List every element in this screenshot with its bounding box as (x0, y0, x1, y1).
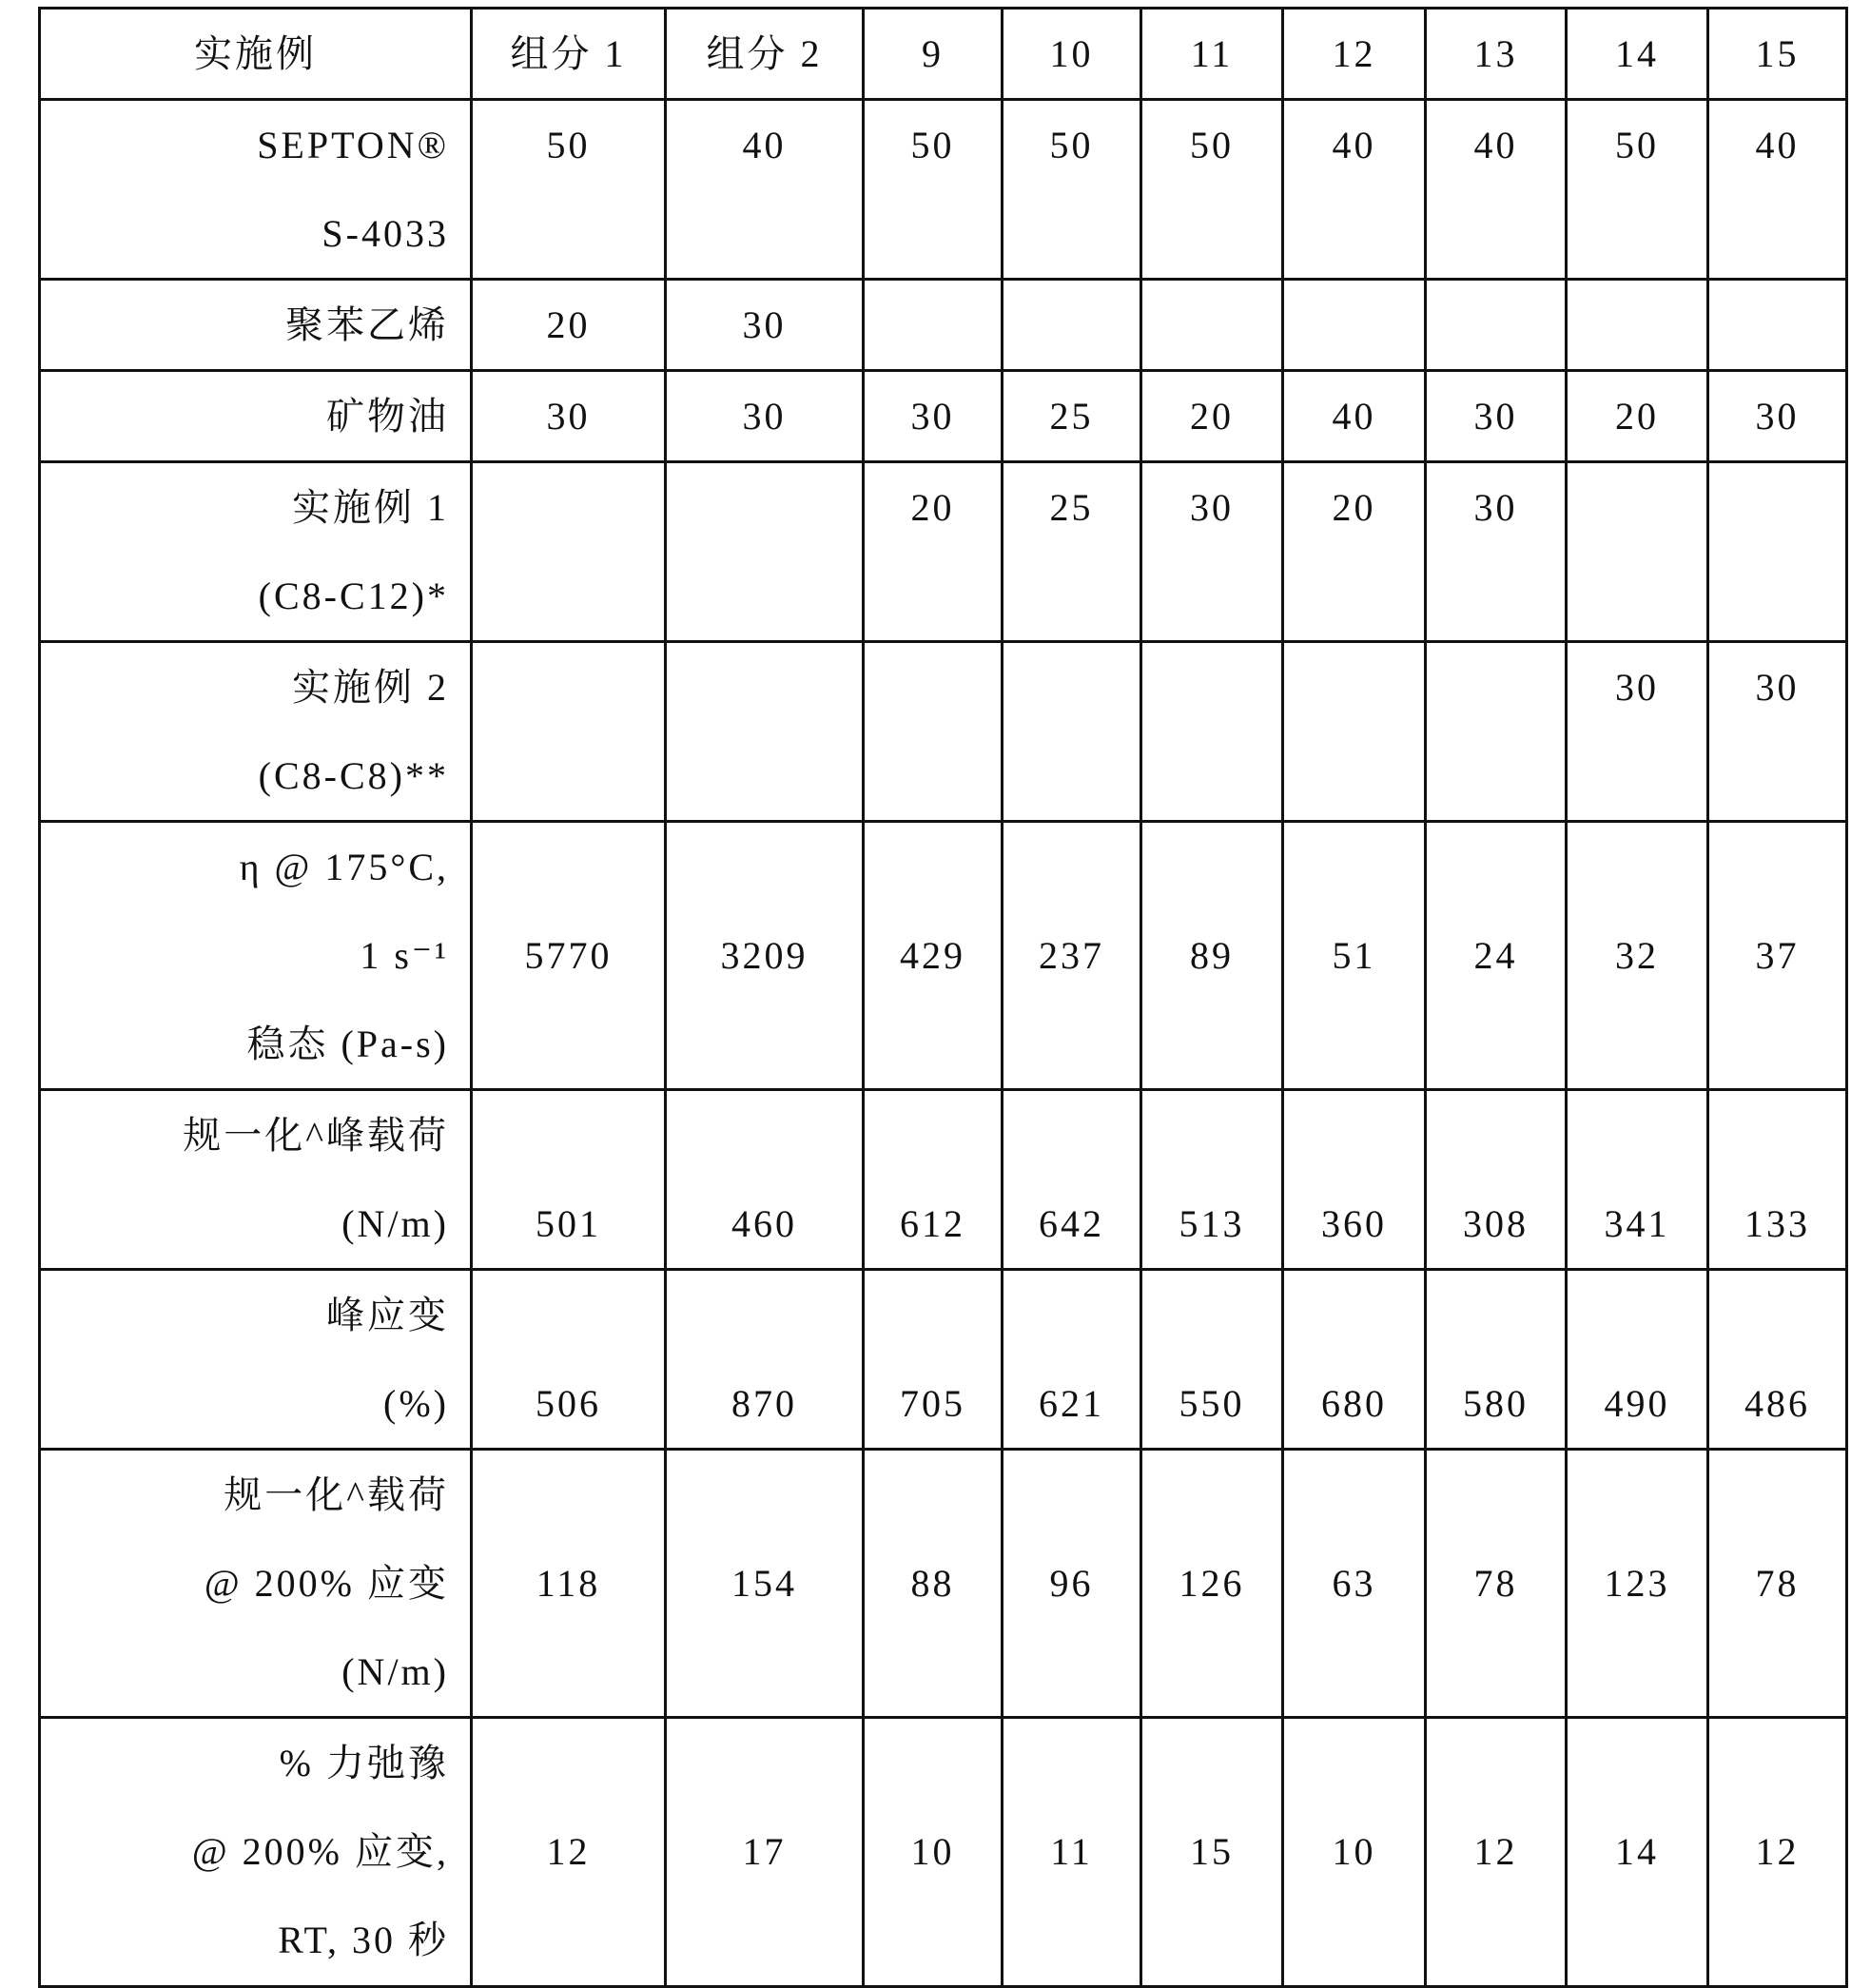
cell-value: 133 (1709, 1179, 1845, 1268)
value-cell (1567, 462, 1708, 642)
value-cell (1708, 371, 1847, 462)
cell-value: 550 (1142, 1359, 1281, 1448)
table-row (40, 462, 1847, 642)
cell-value: 870 (667, 1359, 862, 1448)
value-cell (864, 100, 1003, 280)
spacer (473, 823, 664, 911)
value-cell (1141, 1270, 1283, 1450)
table-row (40, 1450, 1847, 1718)
row-label-line: (C8-C12)* (41, 552, 449, 640)
value-cell (1003, 371, 1141, 462)
value-cell (472, 822, 666, 1090)
cell-value: 30 (1427, 463, 1565, 552)
value-cell (864, 462, 1003, 642)
value-cell (1567, 100, 1708, 280)
row-label-line: S-4033 (41, 189, 449, 278)
value-cell (1003, 822, 1141, 1090)
spacer (1003, 1091, 1140, 1179)
cell-value: 360 (1284, 1179, 1424, 1268)
cell-value: 96 (1003, 1539, 1140, 1627)
value-cell (666, 1450, 864, 1718)
cell-value: 20 (865, 463, 1001, 552)
value-cell (1003, 1270, 1141, 1450)
value-cell (1708, 280, 1847, 371)
table-row (40, 822, 1847, 1090)
cell-value (865, 643, 1001, 731)
value-cell (666, 280, 864, 371)
cell-value (667, 463, 862, 552)
cell-value (1142, 281, 1281, 369)
cell-value: 10 (865, 1807, 1001, 1896)
value-cell (1708, 1090, 1847, 1270)
cell-value: 30 (1568, 643, 1706, 731)
value-cell (864, 280, 1003, 371)
cell-value: 30 (1709, 643, 1845, 731)
row-label-line: (C8-C8)** (41, 731, 449, 820)
spacer (1003, 1719, 1140, 1807)
spacer (1427, 1091, 1565, 1179)
value-cell (1426, 1718, 1567, 1987)
value-cell (1708, 822, 1847, 1090)
value-cell (472, 462, 666, 642)
row-label (40, 1090, 472, 1270)
value-cell (472, 1718, 666, 1987)
value-cell (1567, 1090, 1708, 1270)
value-cell (864, 642, 1003, 822)
cell-value: 12 (1709, 1807, 1845, 1896)
row-label-line: SEPTON® (41, 101, 449, 189)
table-row (40, 1718, 1847, 1987)
cell-value: 17 (667, 1807, 862, 1896)
cell-value: 40 (1284, 372, 1424, 460)
value-cell (666, 462, 864, 642)
value-cell (666, 822, 864, 1090)
header-cell (1003, 9, 1141, 100)
cell-value (1427, 281, 1565, 369)
cell-value: 40 (1427, 101, 1565, 189)
spacer (1709, 1719, 1845, 1807)
row-label-line: (N/m) (41, 1627, 449, 1716)
cell-value (865, 281, 1001, 369)
value-cell (666, 1718, 864, 1987)
spacer (1142, 1451, 1281, 1539)
cell-value (1427, 643, 1565, 731)
cell-value: 50 (865, 101, 1001, 189)
header-text: 13 (1427, 10, 1565, 98)
spacer (1284, 1091, 1424, 1179)
cell-value: 25 (1003, 372, 1140, 460)
value-cell (1141, 822, 1283, 1090)
table-row (40, 1090, 1847, 1270)
cell-value (1709, 463, 1845, 552)
table-row (40, 100, 1847, 280)
value-cell (1426, 1270, 1567, 1450)
cell-value: 5770 (473, 911, 664, 1000)
spacer (865, 1091, 1001, 1179)
row-label-line: 1 s⁻¹ (41, 911, 449, 1000)
row-label (40, 462, 472, 642)
value-cell (1283, 1450, 1426, 1718)
spacer (865, 823, 1001, 911)
header-cell (1283, 9, 1426, 100)
header-text: 9 (865, 10, 1001, 98)
row-label-line: RT, 30 秒 (41, 1896, 449, 1984)
cell-value: 30 (1709, 372, 1845, 460)
value-cell (472, 280, 666, 371)
header-text: 11 (1142, 10, 1281, 98)
value-cell (1003, 642, 1141, 822)
value-cell (472, 1270, 666, 1450)
spacer (1568, 1271, 1706, 1359)
row-label-line: 实施例 1 (41, 463, 449, 552)
cell-value: 506 (473, 1359, 664, 1448)
cell-value: 20 (473, 281, 664, 369)
cell-value: 20 (1568, 372, 1706, 460)
spacer (1568, 1091, 1706, 1179)
value-cell (1708, 1450, 1847, 1718)
value-cell (1141, 462, 1283, 642)
cell-value: 30 (667, 281, 862, 369)
cell-value: 10 (1284, 1807, 1424, 1896)
value-cell (1567, 1450, 1708, 1718)
value-cell (1141, 371, 1283, 462)
cell-value: 30 (865, 372, 1001, 460)
value-cell (1283, 1090, 1426, 1270)
value-cell (472, 1090, 666, 1270)
spacer (1003, 1271, 1140, 1359)
cell-value (1568, 281, 1706, 369)
cell-value: 705 (865, 1359, 1001, 1448)
header-text: 12 (1284, 10, 1424, 98)
cell-value: 50 (1003, 101, 1140, 189)
value-cell (1567, 1270, 1708, 1450)
value-cell (1141, 642, 1283, 822)
value-cell (1426, 1450, 1567, 1718)
row-label-line: 实施例 2 (41, 643, 449, 731)
header-cell (1141, 9, 1283, 100)
header-text: 15 (1709, 10, 1845, 98)
value-cell (666, 371, 864, 462)
cell-value: 429 (865, 911, 1001, 1000)
spacer (1003, 823, 1140, 911)
cell-value (1003, 643, 1140, 731)
value-cell (1426, 100, 1567, 280)
cell-value: 40 (667, 101, 862, 189)
value-cell (472, 642, 666, 822)
spacer (1142, 1271, 1281, 1359)
cell-value (473, 463, 664, 552)
spacer (1568, 823, 1706, 911)
spacer (865, 1271, 1001, 1359)
value-cell (1426, 642, 1567, 822)
cell-value: 30 (1142, 463, 1281, 552)
cell-value: 78 (1709, 1539, 1845, 1627)
row-label-line: 稳态 (Pa-s) (41, 1000, 449, 1088)
value-cell (472, 371, 666, 462)
value-cell (864, 1090, 1003, 1270)
value-cell (1003, 462, 1141, 642)
cell-value (1284, 281, 1424, 369)
row-label-line: (%) (41, 1359, 449, 1448)
value-cell (1708, 1270, 1847, 1450)
value-cell (1283, 1718, 1426, 1987)
value-cell (864, 822, 1003, 1090)
spacer (473, 1719, 664, 1807)
spacer (1427, 1451, 1565, 1539)
spacer (1709, 1451, 1845, 1539)
cell-value: 621 (1003, 1359, 1140, 1448)
row-label (40, 371, 472, 462)
value-cell (1283, 462, 1426, 642)
table-row (40, 1270, 1847, 1450)
row-label-line: 规一化^载荷 (41, 1451, 449, 1539)
row-label (40, 280, 472, 371)
value-cell (472, 100, 666, 280)
spacer (1284, 823, 1424, 911)
spacer (1003, 1451, 1140, 1539)
header-cell (1708, 9, 1847, 100)
row-label-line: η @ 175°C, (41, 823, 449, 911)
row-label-line: 聚苯乙烯 (41, 281, 449, 369)
cell-value: 40 (1709, 101, 1845, 189)
value-cell (1567, 642, 1708, 822)
value-cell (1003, 1090, 1141, 1270)
header-cell (666, 9, 864, 100)
spacer (1568, 1719, 1706, 1807)
cell-value: 24 (1427, 911, 1565, 1000)
cell-value (667, 643, 862, 731)
row-label (40, 1718, 472, 1987)
row-label-line: @ 200% 应变 (41, 1539, 449, 1627)
cell-value: 126 (1142, 1539, 1281, 1627)
value-cell (1141, 280, 1283, 371)
value-cell (1141, 1718, 1283, 1987)
spacer (1568, 1451, 1706, 1539)
cell-value: 78 (1427, 1539, 1565, 1627)
cell-value: 12 (473, 1807, 664, 1896)
header-cell (864, 9, 1003, 100)
cell-value: 51 (1284, 911, 1424, 1000)
spacer (473, 1091, 664, 1179)
table-row (40, 280, 1847, 371)
value-cell (666, 642, 864, 822)
cell-value: 501 (473, 1179, 664, 1268)
cell-value: 50 (1568, 101, 1706, 189)
row-label-line: @ 200% 应变, (41, 1807, 449, 1896)
spacer (473, 1451, 664, 1539)
header-row (40, 9, 1847, 100)
value-cell (864, 1270, 1003, 1450)
value-cell (1003, 100, 1141, 280)
spacer (1284, 1271, 1424, 1359)
cell-value: 12 (1427, 1807, 1565, 1896)
cell-value: 89 (1142, 911, 1281, 1000)
cell-value: 37 (1709, 911, 1845, 1000)
value-cell (1283, 371, 1426, 462)
cell-value: 30 (1427, 372, 1565, 460)
cell-value: 490 (1568, 1359, 1706, 1448)
value-cell (1426, 1090, 1567, 1270)
cell-value (1284, 643, 1424, 731)
spacer (1427, 823, 1565, 911)
value-cell (1141, 1450, 1283, 1718)
value-cell (1003, 1718, 1141, 1987)
row-label (40, 822, 472, 1090)
row-label (40, 1270, 472, 1450)
cell-value: 580 (1427, 1359, 1565, 1448)
cell-value: 32 (1568, 911, 1706, 1000)
value-cell (864, 371, 1003, 462)
data-table (38, 7, 1848, 1988)
header-text: 10 (1003, 10, 1140, 98)
value-cell (1141, 1090, 1283, 1270)
header-text: 实施例 (41, 10, 470, 98)
value-cell (1141, 100, 1283, 280)
row-label-line: % 力弛豫 (41, 1719, 449, 1807)
cell-value (1142, 643, 1281, 731)
spacer (1709, 823, 1845, 911)
cell-value (473, 643, 664, 731)
value-cell (1567, 822, 1708, 1090)
value-cell (1283, 100, 1426, 280)
row-label-line: 峰应变 (41, 1271, 449, 1359)
cell-value: 30 (473, 372, 664, 460)
cell-value: 123 (1568, 1539, 1706, 1627)
cell-value: 50 (1142, 101, 1281, 189)
value-cell (472, 1450, 666, 1718)
row-label-line: 矿物油 (41, 372, 449, 460)
value-cell (1283, 1270, 1426, 1450)
row-label-line: 规一化^峰载荷 (41, 1091, 449, 1179)
value-cell (1426, 822, 1567, 1090)
spacer (865, 1719, 1001, 1807)
cell-value: 486 (1709, 1359, 1845, 1448)
cell-value: 612 (865, 1179, 1001, 1268)
cell-value: 50 (473, 101, 664, 189)
header-text: 组分 1 (473, 10, 664, 98)
spacer (1284, 1719, 1424, 1807)
header-cell-label (40, 9, 472, 100)
spacer (1142, 1719, 1281, 1807)
cell-value (1709, 281, 1845, 369)
row-label (40, 100, 472, 280)
cell-value: 30 (667, 372, 862, 460)
header-text: 组分 2 (667, 10, 862, 98)
value-cell (1283, 822, 1426, 1090)
cell-value: 63 (1284, 1539, 1424, 1627)
cell-value: 341 (1568, 1179, 1706, 1268)
value-cell (1283, 642, 1426, 822)
value-cell (1708, 642, 1847, 822)
cell-value: 3209 (667, 911, 862, 1000)
spacer (667, 823, 862, 911)
cell-value: 154 (667, 1539, 862, 1627)
value-cell (1283, 280, 1426, 371)
value-cell (666, 1090, 864, 1270)
cell-value: 88 (865, 1539, 1001, 1627)
cell-value: 40 (1284, 101, 1424, 189)
cell-value: 680 (1284, 1359, 1424, 1448)
row-label-line: (N/m) (41, 1179, 449, 1268)
spacer (1284, 1451, 1424, 1539)
value-cell (1003, 280, 1141, 371)
spacer (865, 1451, 1001, 1539)
value-cell (1567, 280, 1708, 371)
value-cell (666, 1270, 864, 1450)
spacer (667, 1271, 862, 1359)
value-cell (1708, 462, 1847, 642)
header-cell (472, 9, 666, 100)
cell-value: 642 (1003, 1179, 1140, 1268)
spacer (667, 1451, 862, 1539)
cell-value: 11 (1003, 1807, 1140, 1896)
value-cell (1567, 1718, 1708, 1987)
cell-value: 20 (1142, 372, 1281, 460)
spacer (1709, 1271, 1845, 1359)
cell-value: 460 (667, 1179, 862, 1268)
header-cell (1426, 9, 1567, 100)
cell-value: 308 (1427, 1179, 1565, 1268)
cell-value: 513 (1142, 1179, 1281, 1268)
value-cell (1426, 462, 1567, 642)
spacer (1142, 823, 1281, 911)
value-cell (1426, 280, 1567, 371)
value-cell (1708, 100, 1847, 280)
value-cell (666, 100, 864, 280)
cell-value (1568, 463, 1706, 552)
cell-value: 237 (1003, 911, 1140, 1000)
header-text: 14 (1568, 10, 1706, 98)
cell-value: 118 (473, 1539, 664, 1627)
cell-value: 20 (1284, 463, 1424, 552)
spacer (1709, 1091, 1845, 1179)
spacer (473, 1271, 664, 1359)
value-cell (864, 1718, 1003, 1987)
cell-value: 15 (1142, 1807, 1281, 1896)
value-cell (1003, 1450, 1141, 1718)
spacer (1142, 1091, 1281, 1179)
row-label (40, 642, 472, 822)
value-cell (1426, 371, 1567, 462)
header-cell (1567, 9, 1708, 100)
cell-value: 25 (1003, 463, 1140, 552)
table-row (40, 642, 1847, 822)
value-cell (864, 1450, 1003, 1718)
spacer (667, 1091, 862, 1179)
row-label (40, 1450, 472, 1718)
cell-value: 14 (1568, 1807, 1706, 1896)
spacer (667, 1719, 862, 1807)
table-row (40, 371, 1847, 462)
cell-value (1003, 281, 1140, 369)
value-cell (1567, 371, 1708, 462)
spacer (1427, 1271, 1565, 1359)
value-cell (1708, 1718, 1847, 1987)
spacer (1427, 1719, 1565, 1807)
